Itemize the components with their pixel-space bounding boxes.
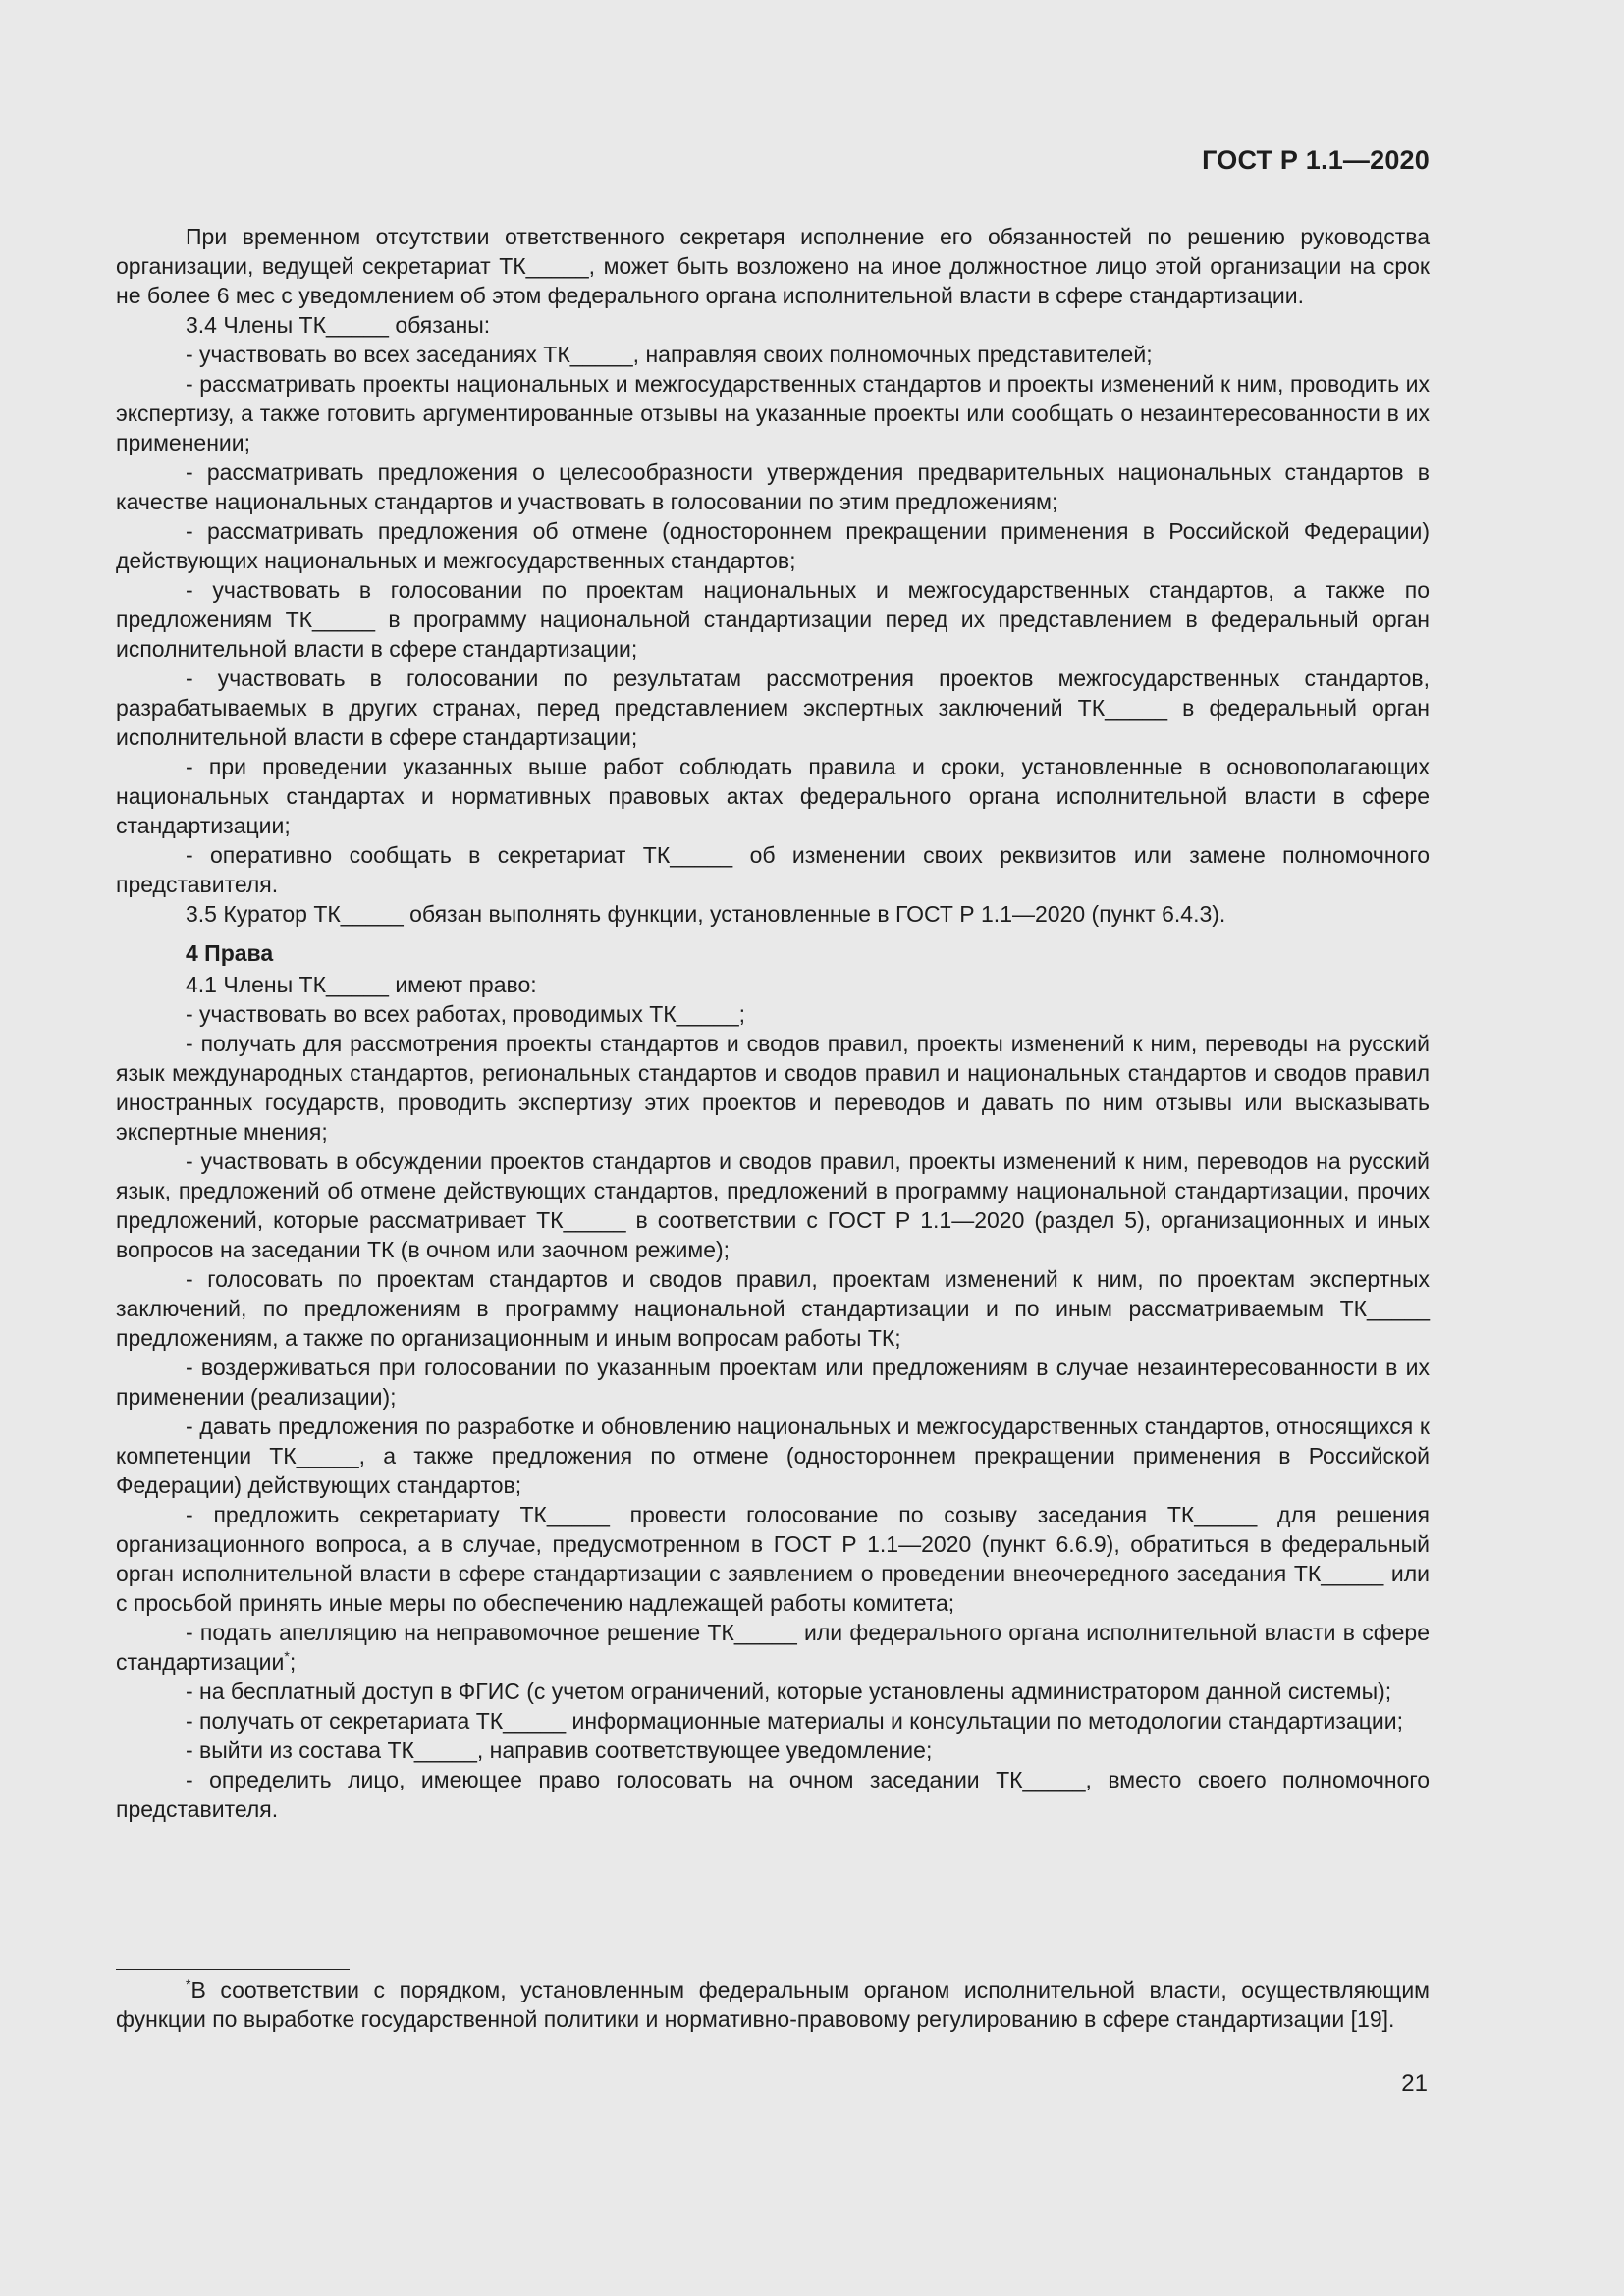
list-item: - давать предложения по разработке и обновлению национальных и межгосударственных стандартов, относящихся к компетенции ТК_____, а также предложения по отмене (одностороннем прекращении применения в Российской Федерации) действующих стандартов; — [116, 1414, 1430, 1498]
list-item: - участвовать в обсуждении проектов стандартов и сводов правил, проекты изменений к ним, переводов на русский язык, предложений об отмене действующих стандартов, предложений в программу национальной стандартизации, прочих предложений, которые рассматривает ТК_____ в соответствии с ГОСТ Р 1.1—2020 (раздел 5), организационных и иных вопросов на заседании ТК (в очном или заочном режиме); — [116, 1148, 1430, 1262]
footnote-mark: * — [186, 1976, 191, 1992]
footnote-body: В соответствии с порядком, установленным федеральным органом исполнительной власти, осуществляющим функции по выработке государственной политики и нормативно-правовому регулированию в сфере стандартизации [19]. — [116, 1977, 1430, 2032]
list-item: - оперативно сообщать в секретариат ТК_____ об изменении своих реквизитов или замене полномочного представителя. — [116, 842, 1430, 897]
appeal-end: ; — [289, 1649, 297, 1675]
clause-3-5: 3.5 Куратор ТК_____ обязан выполнять функции, установленные в ГОСТ Р 1.1—2020 (пункт 6.4.3). — [186, 901, 1226, 927]
clause-4-1: 4.1 Члены ТК_____ имеют право: — [186, 972, 537, 997]
clause-3-4: 3.4 Члены ТК_____ обязаны: — [186, 312, 491, 338]
list-item: - на бесплатный доступ в ФГИС (с учетом ограничений, которые установлены администратором данной системы); — [186, 1679, 1392, 1704]
footnote-separator — [116, 1969, 350, 1970]
footnote-reference: * — [284, 1648, 290, 1664]
list-item: - участвовать в голосовании по проектам национальных и межгосударственных стандартов, а также по предложениям ТК_____ в программу национальной стандартизации перед их представлением в федеральный орган исполнительной власти в сфере стандартизации; — [116, 577, 1430, 662]
list-item: - рассматривать предложения о целесообразности утверждения предварительных национальных стандартов в качестве национальных стандартов и участвовать в голосовании по этим предложениям; — [116, 459, 1430, 514]
list-item: - рассматривать проекты национальных и межгосударственных стандартов и проекты изменений к ним, проводить их экспертизу, а также готовить аргументированные отзывы на указанные проекты или сообщать о незаинтересованности в их применении; — [116, 371, 1430, 455]
section-heading: 4 Права — [186, 940, 274, 966]
document-body — [116, 222, 1430, 1824]
list-item: - голосовать по проектам стандартов и сводов правил, проектам изменений к ним, по проектам экспертных заключений, по предложениям в программу национальной стандартизации и по иным рассматриваемым ТК_____ предложениям, а также по организационным и иным вопросам работы ТК; — [116, 1266, 1430, 1351]
list-item: - при проведении указанных выше работ соблюдать правила и сроки, установленные в основополагающих национальных стандартах и нормативных правовых актах федерального органа исполнительной власти в сфере стандартизации; — [116, 754, 1430, 838]
paragraph: При временном отсутствии ответственного секретаря исполнение его обязанностей по решению руководства организации, ведущей секретариат ТК_____, может быть возложено на иное должностное лицо этой организации на срок не более 6 мес с уведомлением об этом федерального органа исполнительной власти в сфере стандартизации. — [116, 224, 1430, 308]
list-item: - получать от секретариата ТК_____ информационные материалы и консультации по методологии стандартизации; — [186, 1708, 1403, 1734]
list-item: - рассматривать предложения об отмене (одностороннем прекращении применения в Российской Федерации) действующих национальных и межгосударственных стандартов; — [116, 518, 1430, 573]
page-number: 21 — [1401, 2070, 1428, 2097]
footnote-text — [116, 1975, 1430, 2034]
list-item: - получать для рассмотрения проекты стандартов и сводов правил, проекты изменений к ним, переводы на русский язык международных стандартов, региональных стандартов и сводов правил и национальных стандартов и сводов правил иностранных государств, проводить экспертизу этих проектов и переводов и давать по ним отзывы или высказывать экспертные мнения; — [116, 1031, 1430, 1145]
list-item: - выйти из состава ТК_____, направив соответствующее уведомление; — [186, 1737, 933, 1763]
document-header: ГОСТ Р 1.1—2020 — [1202, 145, 1430, 175]
list-item: - предложить секретариату ТК_____ провести голосование по созыву заседания ТК_____ для решения организационного вопроса, а в случае, предусмотренном в ГОСТ Р 1.1—2020 (пункт 6.6.9), обратиться в федеральный орган исполнительной власти в сфере стандартизации с заявлением о проведении внеочередного заседания ТК_____ или с просьбой принять иные меры по обеспечению надлежащей работы комитета; — [116, 1502, 1430, 1616]
list-item: - участвовать во всех заседаниях ТК_____, направляя своих полномочных представителей; — [186, 342, 1153, 367]
appeal-text: - подать апелляцию на неправомочное решение ТК_____ или федерального органа исполнительной власти в сфере стандартизации — [116, 1620, 1430, 1675]
list-item-appeal — [116, 1618, 1430, 1677]
list-item: - участвовать в голосовании по результатам рассмотрения проектов межгосударственных стандартов, разрабатываемых в других странах, перед представлением экспертных заключений ТК_____ в федеральный орган исполнительной власти в сфере стандартизации; — [116, 666, 1430, 750]
footnote — [116, 1975, 1430, 2034]
list-item: - воздерживаться при голосовании по указанным проектам или предложениям в случае незаинтересованности в их применении (реализации); — [116, 1355, 1430, 1410]
list-item: - определить лицо, имеющее право голосовать на очном заседании ТК_____, вместо своего полномочного представителя. — [116, 1767, 1430, 1822]
list-item: - участвовать во всех работах, проводимых ТК_____; — [186, 1001, 746, 1027]
